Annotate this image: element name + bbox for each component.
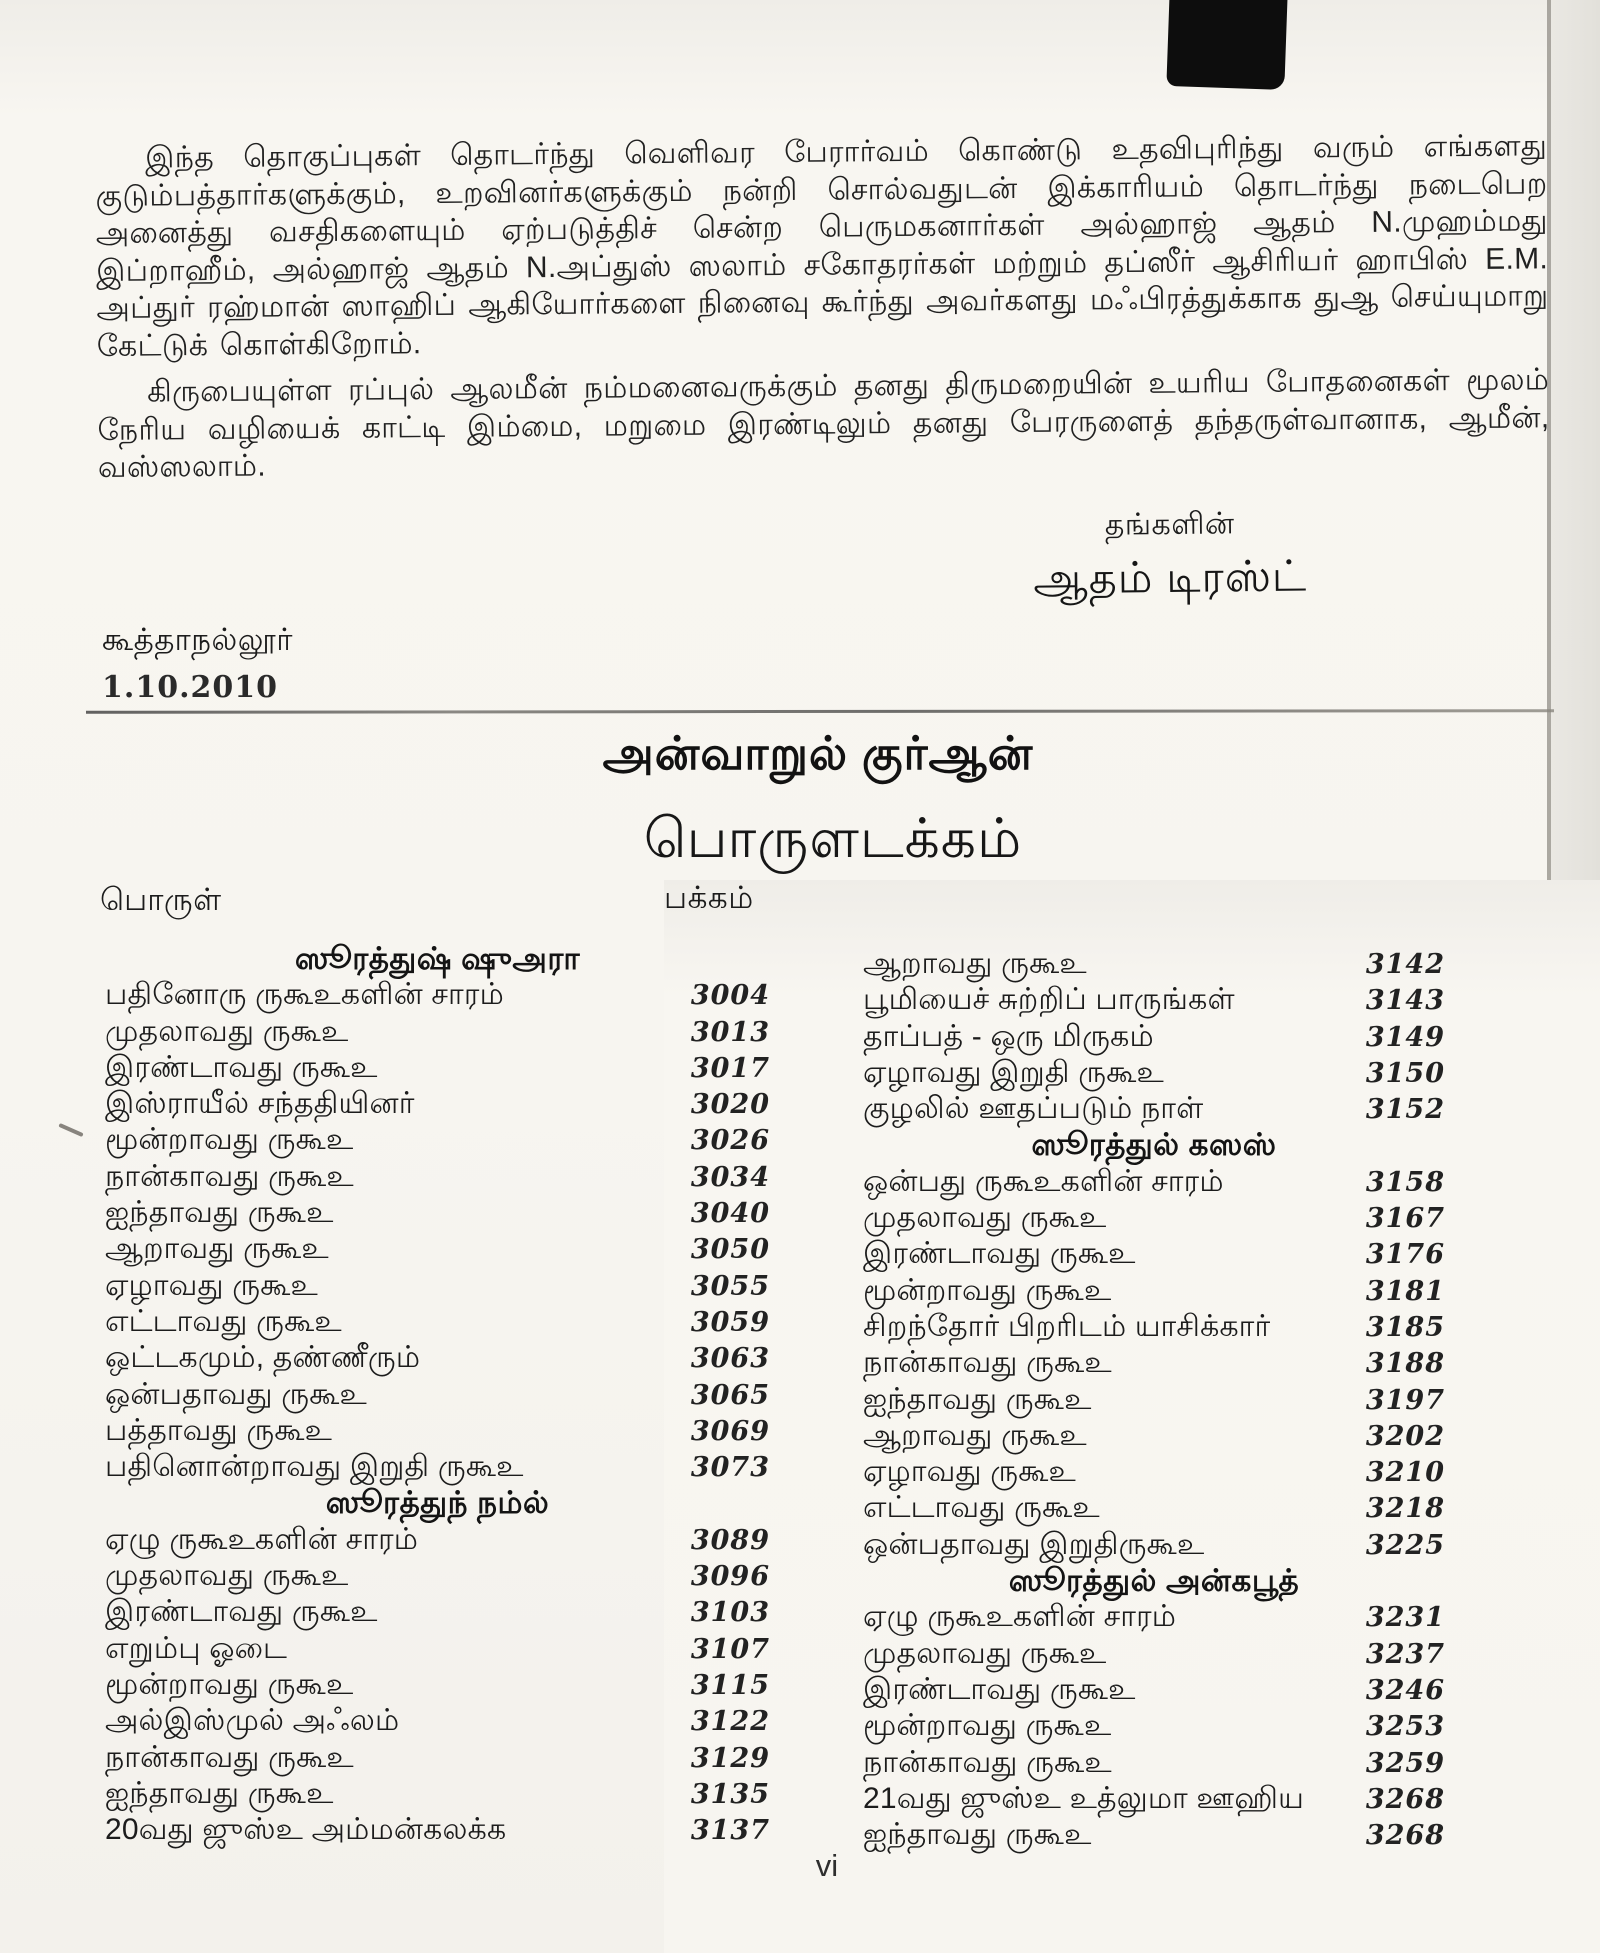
toc-entry bbox=[105, 1594, 770, 1630]
toc-entry bbox=[105, 1812, 770, 1848]
toc-entry-title: இரண்டாவது ருகூஉ bbox=[863, 1237, 1136, 1271]
toc-entry-page: 3259 bbox=[1365, 1747, 1445, 1779]
toc-entry-page: 3253 bbox=[1365, 1711, 1445, 1743]
toc-entry-page: 3188 bbox=[1365, 1348, 1445, 1380]
toc-entry-title: நான்காவது ருகூஉ bbox=[105, 1159, 354, 1193]
toc-entry-title: ஆறாவது ருகூஉ bbox=[863, 1418, 1087, 1452]
toc-entry-page: 3167 bbox=[1365, 1203, 1445, 1235]
toc-entry-title: ஏழாவது ருகூஉ bbox=[105, 1268, 318, 1302]
toc-entry-page: 3059 bbox=[690, 1306, 770, 1338]
toc-entry-page: 3073 bbox=[690, 1452, 770, 1484]
preface-text bbox=[95, 127, 1550, 486]
toc-entry-page: 3225 bbox=[1365, 1529, 1445, 1561]
toc-entry bbox=[105, 1776, 770, 1812]
toc-entry bbox=[863, 1309, 1445, 1345]
toc-entry-title: இரண்டாவது ருகூஉ bbox=[105, 1595, 378, 1629]
toc-entry-title: ஏழாவது இறுதி ருகூஉ bbox=[863, 1055, 1164, 1089]
toc-entry bbox=[863, 1236, 1445, 1272]
toc-entry-page: 3210 bbox=[1365, 1457, 1445, 1489]
toc-entry-title: ஒன்பது ருகூஉகளின் சாரம் bbox=[863, 1164, 1224, 1198]
toc-entry bbox=[863, 1019, 1445, 1055]
toc-entry-page: 3231 bbox=[1365, 1602, 1445, 1634]
toc-entry-page: 3237 bbox=[1365, 1638, 1445, 1670]
toc-entry bbox=[105, 1413, 770, 1449]
toc-entry bbox=[863, 1745, 1445, 1781]
toc-section-heading: ஸூரத்துஷ் ஷுஅரா bbox=[294, 941, 581, 976]
toc-entry-page: 3017 bbox=[690, 1052, 770, 1084]
toc-entry-page: 3129 bbox=[690, 1742, 770, 1774]
toc-entry-page: 3004 bbox=[690, 980, 770, 1012]
toc-entry bbox=[105, 1667, 770, 1703]
toc-entry-page: 3103 bbox=[690, 1597, 770, 1629]
toc-entry-title: ஐந்தாவது ருகூஉ bbox=[863, 1382, 1092, 1416]
toc-entry bbox=[105, 1086, 770, 1122]
toc-entry bbox=[863, 1164, 1445, 1200]
toc-entry bbox=[105, 977, 770, 1013]
toc-entry bbox=[105, 1159, 770, 1195]
preface-paragraph-1: இந்த தொகுப்புகள் தொடர்ந்து வெளிவர பேரார்வம் கொண்டு உதவிபுரிந்து வரும் எங்களது குடும்பத்தார்களுக்கும், உறவினர்களுக்கும் நன்றி சொல்வதுடன் இக்காரியம் தொடர்ந்து நடைபெற அனைத்து வசதிகளையும் ஏற்படுத்திச் சென்ற பெருமகனார்கள் அல்ஹாஜ் ஆதம் N.முஹம்மது இப்றாஹீம், அல்ஹாஜ் ஆதம் N.அப்துஸ் ஸலாம் சகோதரர்கள் மற்றும் தப்ஸீர் ஆசிரியர் ஹாபிஸ் E.M. அப்துர் ரஹ்மான் ஸாஹிப் ஆகியோர்களை நினைவு கூர்ந்து அவர்களது மஃபிரத்துக்காக துஆ செய்யுமாறு கேட்டுக் கொள்கிறோம். bbox=[95, 129, 1549, 363]
toc-entry bbox=[863, 1599, 1445, 1635]
toc-entry-page: 3034 bbox=[690, 1161, 770, 1193]
toc-entry bbox=[105, 1522, 770, 1558]
toc-entry-page: 3137 bbox=[690, 1815, 770, 1847]
toc-entry-page: 3197 bbox=[1365, 1384, 1445, 1416]
toc-entry bbox=[863, 946, 1445, 982]
toc-entry-title: அல்இஸ்முல் அஃலம் bbox=[105, 1704, 400, 1738]
toc-entry-title: இரண்டாவது ருகூஉ bbox=[105, 1050, 378, 1084]
toc-section-heading: ஸூரத்துல் கஸஸ் bbox=[1031, 1127, 1277, 1163]
signature-block bbox=[1029, 507, 1310, 610]
place-name: கூத்தாநல்லூர் bbox=[102, 622, 293, 657]
toc-entry bbox=[863, 1490, 1445, 1526]
toc-entry bbox=[863, 1454, 1445, 1490]
toc-entry-title: 20வது ஜுஸ்உ அம்மன்கலக்க bbox=[105, 1813, 507, 1847]
toc-entry-title: இஸ்ராயீல் சந்ததியினர் bbox=[105, 1087, 415, 1121]
toc-entry bbox=[105, 1122, 770, 1158]
toc-entry-title: மூன்றாவது ருகூஉ bbox=[105, 1667, 354, 1701]
toc-entry bbox=[863, 1708, 1445, 1744]
toc-entry bbox=[105, 1195, 770, 1231]
scan-ink-blot bbox=[1166, 0, 1287, 90]
toc-entry-page: 3013 bbox=[690, 1016, 770, 1048]
toc-right-column bbox=[863, 946, 1445, 1853]
toc-entry-title: ஆறாவது ருகூஉ bbox=[105, 1232, 329, 1266]
toc-entry bbox=[863, 1273, 1445, 1309]
toc-entry bbox=[105, 1050, 770, 1086]
toc-entry-page: 3246 bbox=[1365, 1674, 1445, 1706]
toc-entry-title: எட்டாவது ருகூஉ bbox=[105, 1304, 342, 1338]
signoff-name: ஆதம் டிரஸ்ட் bbox=[1033, 552, 1308, 604]
toc-entry-title: ஐந்தாவது ருகூஉ bbox=[863, 1818, 1092, 1852]
toc-entry bbox=[105, 1631, 770, 1667]
toc-entry-page: 3149 bbox=[1365, 1021, 1445, 1053]
toc-entry-title: ஐந்தாவது ருகூஉ bbox=[105, 1196, 334, 1230]
toc-entry-page: 3218 bbox=[1365, 1493, 1445, 1525]
toc-entry-title: முதலாவது ருகூஉ bbox=[105, 1559, 349, 1593]
toc-entry bbox=[105, 1231, 770, 1267]
horizontal-rule bbox=[86, 709, 1554, 714]
toc-entry bbox=[863, 1672, 1445, 1708]
toc-entry bbox=[863, 1636, 1445, 1672]
toc-section-heading: ஸூரத்துந் நம்ல் bbox=[325, 1485, 550, 1521]
date: 1.10.2010 bbox=[102, 670, 279, 705]
toc-entry-title: சிறந்தோர் பிறரிடம் யாசிக்கார் bbox=[863, 1309, 1271, 1343]
page-folio: vi bbox=[815, 1848, 839, 1883]
toc-entry bbox=[105, 1449, 770, 1485]
toc-entry-title: ஏழாவது ருகூஉ bbox=[863, 1455, 1076, 1489]
toc-entry bbox=[105, 1558, 770, 1594]
toc-entry bbox=[105, 1377, 770, 1413]
toc-entry bbox=[863, 1418, 1445, 1454]
toc-left-column bbox=[105, 941, 770, 1848]
toc-entry-page: 3069 bbox=[690, 1415, 770, 1447]
toc-entry-title: பத்தாவது ருகூஉ bbox=[105, 1413, 333, 1447]
toc-entry-page: 3020 bbox=[690, 1089, 770, 1121]
toc-entry-page: 3065 bbox=[690, 1379, 770, 1411]
toc-entry bbox=[105, 1703, 770, 1739]
toc-entry bbox=[863, 1817, 1445, 1853]
toc-entry-title: 21வது ஜுஸ்உ உத்லுமா ஊஹிய bbox=[863, 1781, 1305, 1815]
signoff-label: தங்களின் bbox=[1104, 507, 1235, 542]
toc-entry-page: 3202 bbox=[1365, 1420, 1445, 1452]
column-header-subject: பொருள் bbox=[100, 882, 222, 917]
toc-entry-page: 3268 bbox=[1365, 1783, 1445, 1815]
toc-entry-page: 3107 bbox=[690, 1633, 770, 1665]
toc-entry-page: 3026 bbox=[690, 1125, 770, 1157]
toc-entry-title: நான்காவது ருகூஉ bbox=[105, 1740, 354, 1774]
toc-entry bbox=[105, 1740, 770, 1776]
toc-entry-page: 3050 bbox=[690, 1234, 770, 1266]
column-header-page: பக்கம் bbox=[664, 880, 1600, 1953]
toc-entry-page: 3176 bbox=[1365, 1239, 1445, 1271]
toc-entry-title: ஒன்பதாவது ருகூஉ bbox=[105, 1377, 367, 1411]
toc-entry-title: ஆறாவது ருகூஉ bbox=[863, 947, 1087, 980]
toc-entry-title: நான்காவது ருகூஉ bbox=[863, 1745, 1112, 1779]
toc-entry-title: முதலாவது ருகூஉ bbox=[863, 1201, 1107, 1235]
toc-entry bbox=[863, 1527, 1445, 1563]
toc-entry-title: எறும்பு ஓடை bbox=[105, 1631, 288, 1665]
toc-entry-title: ஒன்பதாவது இறுதிருகூஉ bbox=[863, 1527, 1205, 1561]
contents-heading: பொருளடக்கம் bbox=[643, 807, 1023, 869]
toc-entry-title: ஏழு ருகூஉகளின் சாரம் bbox=[105, 1522, 419, 1556]
toc-entry bbox=[105, 1268, 770, 1304]
toc-entry-page: 3150 bbox=[1365, 1057, 1445, 1089]
toc-entry bbox=[863, 1091, 1445, 1127]
toc-entry bbox=[863, 1055, 1445, 1091]
toc-entry bbox=[105, 1340, 770, 1376]
toc-entry-page: 3143 bbox=[1365, 985, 1445, 1017]
toc-entry-title: மூன்றாவது ருகூஉ bbox=[105, 1123, 354, 1157]
toc-entry-page: 3152 bbox=[1365, 1094, 1445, 1126]
toc-entry-title: ஐந்தாவது ருகூஉ bbox=[105, 1776, 334, 1810]
book-title: அன்வாறுல் குர்ஆன் bbox=[602, 727, 1034, 779]
toc-entry-page: 3181 bbox=[1365, 1275, 1445, 1307]
toc-entry bbox=[863, 1382, 1445, 1418]
toc-entry-page: 3135 bbox=[690, 1778, 770, 1810]
toc-entry-title: பூமியைச் சுற்றிப் பாருங்கள் bbox=[863, 983, 1235, 1017]
toc-entry bbox=[863, 1781, 1445, 1817]
toc-entry-title: மூன்றாவது ருகூஉ bbox=[863, 1273, 1112, 1307]
toc-entry-title: ஏழு ருகூஉகளின் சாரம் bbox=[863, 1600, 1177, 1634]
preface-paragraph-2: கிருபையுள்ள ரப்புல் ஆலமீன் நம்மனைவருக்கும் தனது திருமறையின் உயரிய போதனைகள் மூலம் நேரிய வழியைக் காட்டி இம்மை, மறுமை இரண்டிலும் தனது பேரருளைத் தந்தருள்வானாக, ஆமீன், வஸ்ஸலாம். bbox=[97, 363, 1550, 484]
toc-entry-title: இரண்டாவது ருகூஉ bbox=[863, 1672, 1136, 1706]
toc-entry bbox=[105, 1014, 770, 1050]
toc-entry-page: 3115 bbox=[690, 1669, 770, 1701]
toc-entry-title: முதலாவது ருகூஉ bbox=[863, 1636, 1107, 1670]
toc-entry-title: முதலாவது ருகூஉ bbox=[105, 1014, 349, 1048]
toc-entry-title: பதினோரு ருகூஉகளின் சாரம் bbox=[105, 978, 504, 1012]
toc-entry-title: ஒட்டகமும், தண்ணீரும் bbox=[105, 1341, 421, 1375]
toc-entry-title: எட்டாவது ருகூஉ bbox=[863, 1491, 1100, 1525]
toc-entry-page: 3055 bbox=[690, 1270, 770, 1302]
toc-entry bbox=[863, 1345, 1445, 1381]
scan-speck bbox=[58, 1123, 83, 1137]
toc-entry-page: 3063 bbox=[690, 1343, 770, 1375]
toc-entry-title: குழலில் ஊதப்படும் நாள் bbox=[863, 1092, 1204, 1126]
toc-entry-page: 3122 bbox=[690, 1706, 770, 1738]
toc-entry-title: நான்காவது ருகூஉ bbox=[863, 1346, 1112, 1380]
toc-entry-title: பதினொன்றாவது இறுதி ருகூஉ bbox=[105, 1450, 524, 1484]
toc-entry bbox=[863, 1200, 1445, 1236]
toc-entry-page: 3089 bbox=[690, 1524, 770, 1556]
toc-entry-page: 3040 bbox=[690, 1198, 770, 1230]
toc-entry-page: 3268 bbox=[1365, 1820, 1445, 1852]
toc-entry-page: 3185 bbox=[1365, 1311, 1445, 1343]
toc-entry-page: 3142 bbox=[1365, 949, 1445, 980]
toc-entry-page: 3096 bbox=[690, 1561, 770, 1593]
toc-entry bbox=[863, 982, 1445, 1018]
toc-entry-title: தாப்பத் - ஒரு மிருகம் bbox=[863, 1019, 1154, 1053]
toc-section-heading: ஸூரத்துல் அன்கபூத் bbox=[1008, 1563, 1300, 1599]
toc-entry-page: 3158 bbox=[1365, 1166, 1445, 1198]
toc-entry-title: மூன்றாவது ருகூஉ bbox=[863, 1709, 1112, 1743]
toc-entry bbox=[105, 1304, 770, 1340]
